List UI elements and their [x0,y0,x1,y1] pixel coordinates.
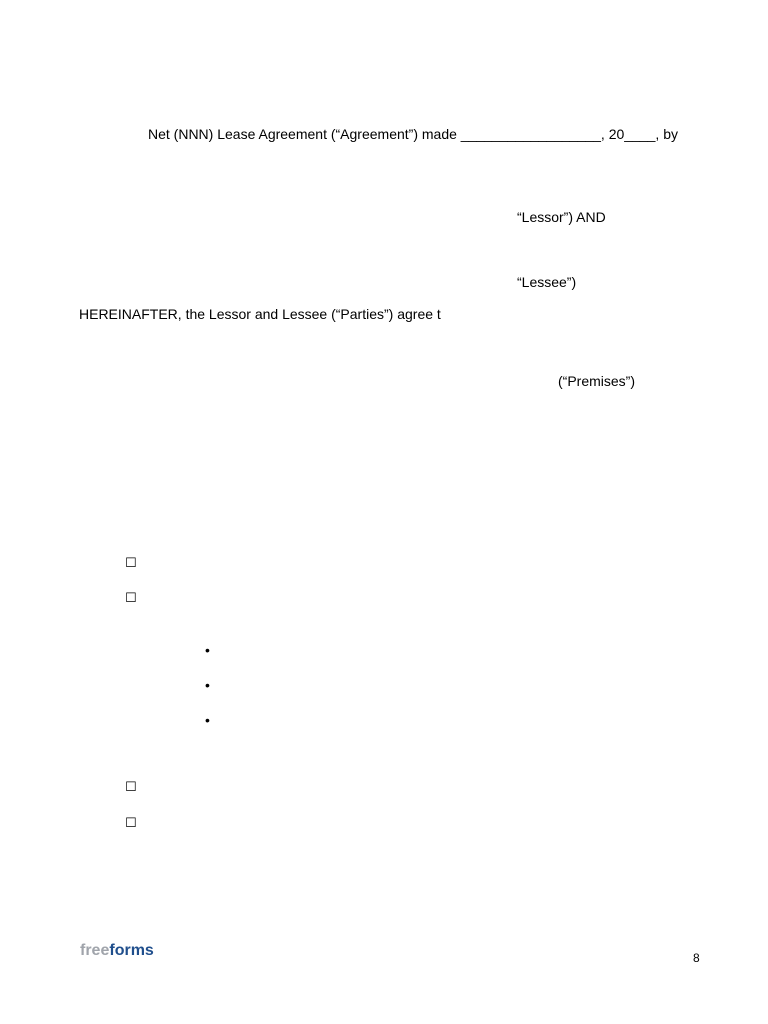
lessee-label: “Lessee”) [517,274,577,290]
logo-free-text: free [80,942,110,959]
checkbox-1[interactable]: ☐ [125,556,137,571]
intro-line: Net (NNN) Lease Agreement (“Agreement”) made __________________, 20____, by [148,126,678,142]
lessor-label: “Lessor”) AND [517,209,606,225]
premises-label: (“Premises”) [558,373,635,389]
checkbox-3[interactable]: ☐ [125,780,137,795]
bullet-2: • [205,677,210,693]
freeforms-logo [80,942,154,960]
page-number: 8 [693,951,700,965]
bullet-1: • [205,642,210,658]
checkbox-2[interactable]: ☐ [125,591,137,606]
hereinafter-text: HEREINAFTER, the Lessor and Lessee (“Parties”) agree t [79,306,441,322]
checkbox-4[interactable]: ☐ [125,816,137,831]
bullet-3: • [205,712,210,728]
logo-forms-text: forms [109,942,154,959]
